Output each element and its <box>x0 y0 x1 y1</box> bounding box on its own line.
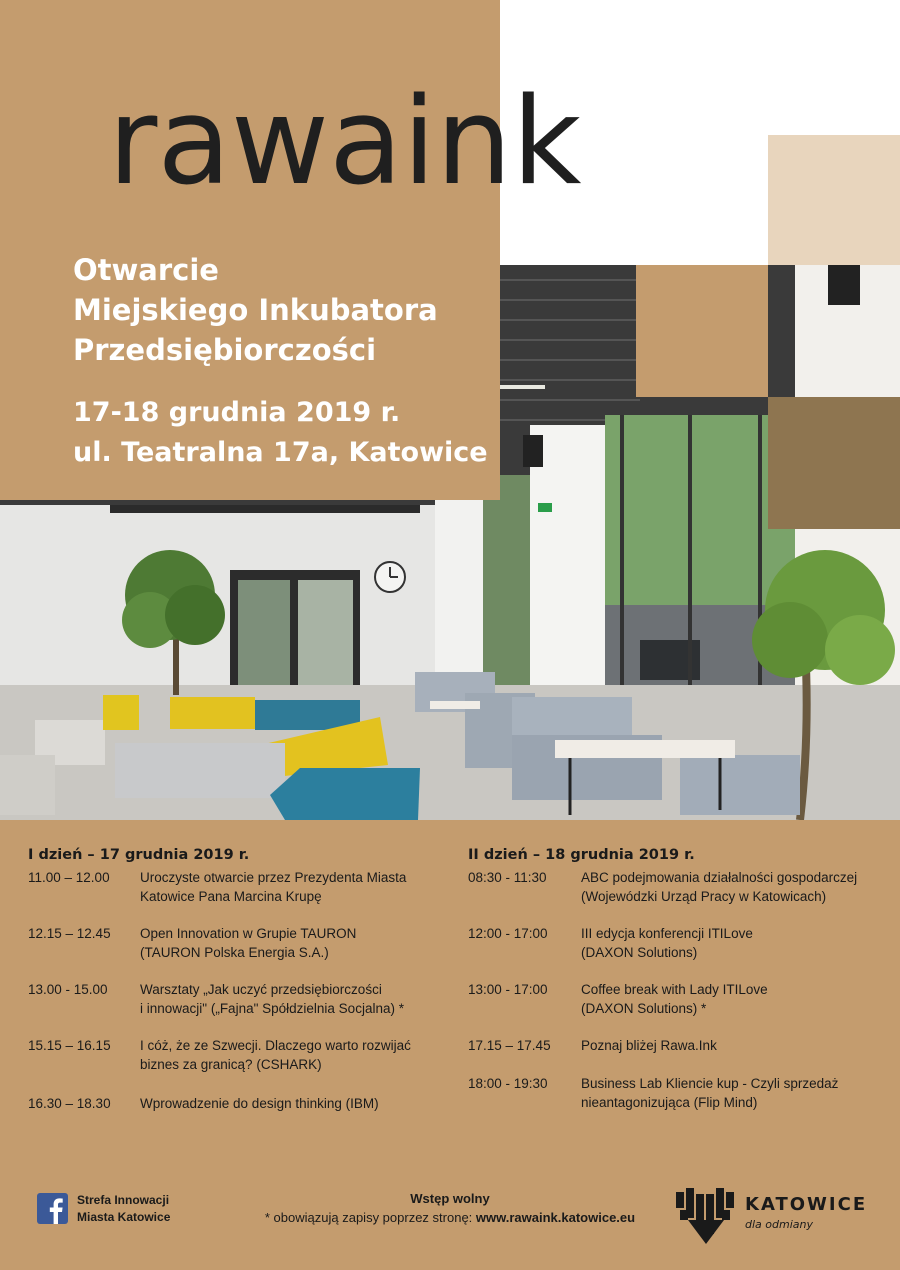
fb-line-2: Miasta Katowice <box>77 1210 171 1224</box>
logo-text: rawaink <box>108 73 582 208</box>
event-address: ul. Teatralna 17a, Katowice <box>73 437 488 468</box>
katowice-heart-logo <box>676 1188 736 1244</box>
free-entry-title: Wstęp wolny <box>410 1191 490 1206</box>
item-desc-line: Open Innovation w Grupie TAURON <box>140 926 357 941</box>
item-desc-line: Katowice Pana Marcina Krupę <box>140 889 322 904</box>
item-desc-line: III edycja konferencji ITILove <box>581 926 753 941</box>
item-desc-line: (TAURON Polska Energia S.A.) <box>140 945 329 960</box>
item-desc-line: Poznaj bliżej Rawa.Ink <box>581 1038 717 1053</box>
item-time: 15.15 – 16.15 <box>28 1038 111 1053</box>
item-desc-line: Wprowadzenie do design thinking (IBM) <box>140 1096 379 1111</box>
katowice-slogan: dla odmiany <box>745 1218 813 1231</box>
item-desc-line: Warsztaty „Jak uczyć przedsiębiorczości <box>140 982 382 997</box>
item-desc-line: Uroczyste otwarcie przez Prezydenta Miasta <box>140 870 407 885</box>
item-desc-line: i innowacji" („Fajna" Spółdzielnia Socjalna) * <box>140 1001 404 1016</box>
item-time: 12.15 – 12.45 <box>28 926 111 941</box>
item-time: 11.00 – 12.00 <box>28 870 110 885</box>
item-time: 13:00 - 17:00 <box>468 982 548 997</box>
item-time: 12:00 - 17:00 <box>468 926 548 941</box>
title-line-2: Miejskiego Inkubatora <box>73 293 438 327</box>
item-time: 18:00 - 19:30 <box>468 1076 548 1091</box>
item-desc-line: (Wojewódzki Urząd Pracy w Katowicach) <box>581 889 827 904</box>
decor-square-dark <box>768 397 900 529</box>
registration-url-link[interactable]: www.rawaink.katowice.eu <box>475 1210 636 1225</box>
decor-square-tan <box>636 265 768 397</box>
item-desc-line: Coffee break with Lady ITILove <box>581 982 768 997</box>
event-date: 17-18 grudnia 2019 r. <box>73 397 401 428</box>
title-line-1: Otwarcie <box>73 253 219 287</box>
fb-line-1: Strefa Innowacji <box>77 1193 170 1207</box>
katowice-name: KATOWICE <box>745 1194 868 1215</box>
registration-text: * obowiązują zapisy poprzez stronę: <box>264 1210 473 1225</box>
item-desc-line: ABC podejmowania działalności gospodarczej <box>581 870 858 885</box>
event-title <box>73 250 438 370</box>
item-time: 16.30 – 18.30 <box>28 1096 111 1111</box>
item-desc-line: biznes za granicą? (CSHARK) <box>140 1057 322 1072</box>
title-line-3: Przedsiębiorczości <box>73 333 377 367</box>
item-desc-line: Business Lab Kliencie kup - Czyli sprzedaż <box>581 1076 839 1091</box>
item-desc-line: (DAXON Solutions) * <box>581 1001 707 1016</box>
item-time: 17.15 – 17.45 <box>468 1038 551 1053</box>
day1-title: I dzień – 17 grudnia 2019 r. <box>28 847 250 863</box>
rawaink-logo <box>108 58 788 208</box>
item-desc-line: (DAXON Solutions) <box>581 945 698 960</box>
item-desc-line: nieantagonizująca (Flip Mind) <box>581 1095 758 1110</box>
day2-title: II dzień – 18 grudnia 2019 r. <box>468 847 695 863</box>
item-desc-line: I cóż, że ze Szwecji. Dlaczego warto rozwijać <box>140 1038 411 1053</box>
item-time: 08:30 - 11:30 <box>468 870 547 885</box>
item-time: 13.00 - 15.00 <box>28 982 108 997</box>
